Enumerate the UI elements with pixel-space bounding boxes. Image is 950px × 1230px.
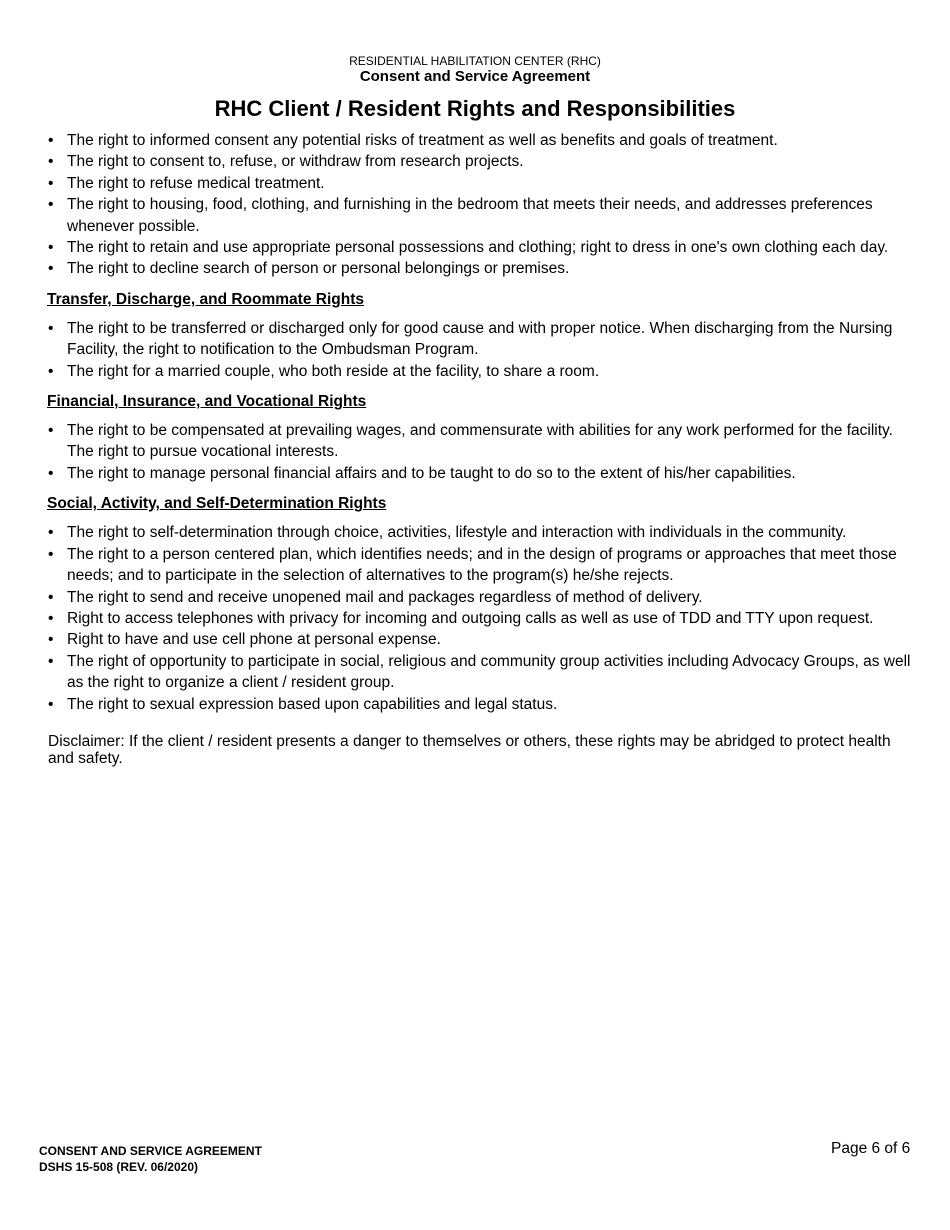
footer-form-info — [39, 1143, 262, 1175]
list-item: • The right to self-determination through choice, activities, lifestyle and interaction with individuals in the community. — [47, 522, 912, 543]
list-item: • The right to send and receive unopened mail and packages regardless of method of delivery. — [47, 587, 912, 608]
list-item: • The right for a married couple, who both reside at the facility, to share a room. — [47, 361, 912, 382]
list-item: • The right of opportunity to participate in social, religious and community group activities including Advocacy Groups, as well as the right to organize a client / resident group. — [47, 651, 912, 694]
list-item: • The right to housing, food, clothing, and furnishing in the bedroom that meets their needs, and addresses preferences whenever possible. — [47, 194, 912, 237]
social-rights-list — [47, 522, 912, 715]
page-title: RHC Client / Resident Rights and Responsibilities — [214, 96, 736, 121]
document-body — [47, 130, 912, 767]
header-subtitle: RESIDENTIAL HABILITATION CENTER (RHC) — [349, 54, 601, 68]
list-item: • Right to have and use cell phone at personal expense. — [47, 629, 912, 650]
section-heading-social: Social, Activity, and Self-Determination Rights — [47, 495, 387, 513]
list-item: • The right to informed consent any potential risks of treatment as well as benefits and goals of treatment. — [47, 130, 912, 151]
financial-rights-list — [47, 420, 912, 484]
list-item: • The right to manage personal financial affairs and to be taught to do so to the extent of his/her capabilities. — [47, 463, 912, 484]
footer-form-number: DSHS 15-508 (REV. 06/2020) — [39, 1160, 198, 1174]
list-item: • The right to consent to, refuse, or withdraw from research projects. — [47, 151, 912, 172]
list-item: • Right to access telephones with privacy for incoming and outgoing calls as well as use of TDD and TTY upon request. — [47, 608, 912, 629]
list-item: • The right to decline search of person or personal belongings or premises. — [47, 258, 912, 279]
header-form-name: Consent and Service Agreement — [359, 68, 591, 85]
transfer-rights-list — [47, 318, 912, 382]
section-heading-financial: Financial, Insurance, and Vocational Rights — [47, 393, 367, 411]
intro-rights-list — [47, 130, 912, 280]
footer-form-title: CONSENT AND SERVICE AGREEMENT — [39, 1144, 262, 1158]
page-number: Page 6 of 6 — [831, 1140, 911, 1157]
list-item: • The right to be transferred or discharged only for good cause and with proper notice. When discharging from the Nursing Facility, the right to notification to the Ombudsman Program. — [47, 318, 912, 361]
list-item: • The right to sexual expression based upon capabilities and legal status. — [47, 694, 912, 715]
disclaimer: Disclaimer: If the client / resident presents a danger to themselves or others, these rights may be abridged to protect health and safety. — [48, 732, 891, 767]
list-item: • The right to refuse medical treatment. — [47, 173, 912, 194]
section-heading-transfer: Transfer, Discharge, and Roommate Rights — [47, 290, 364, 308]
list-item: • The right to be compensated at prevailing wages, and commensurate with abilities for any work performed for the facility. The right to pursue vocational interests. — [47, 420, 912, 463]
list-item: • The right to retain and use appropriate personal possessions and clothing; right to dress in one's own clothing each day. — [47, 237, 912, 258]
list-item: • The right to a person centered plan, which identifies needs; and in the design of programs or approaches that meet those needs; and to participate in the selection of alternatives to the program(s) he/she rejects. — [47, 544, 912, 587]
document-header — [0, 54, 950, 86]
